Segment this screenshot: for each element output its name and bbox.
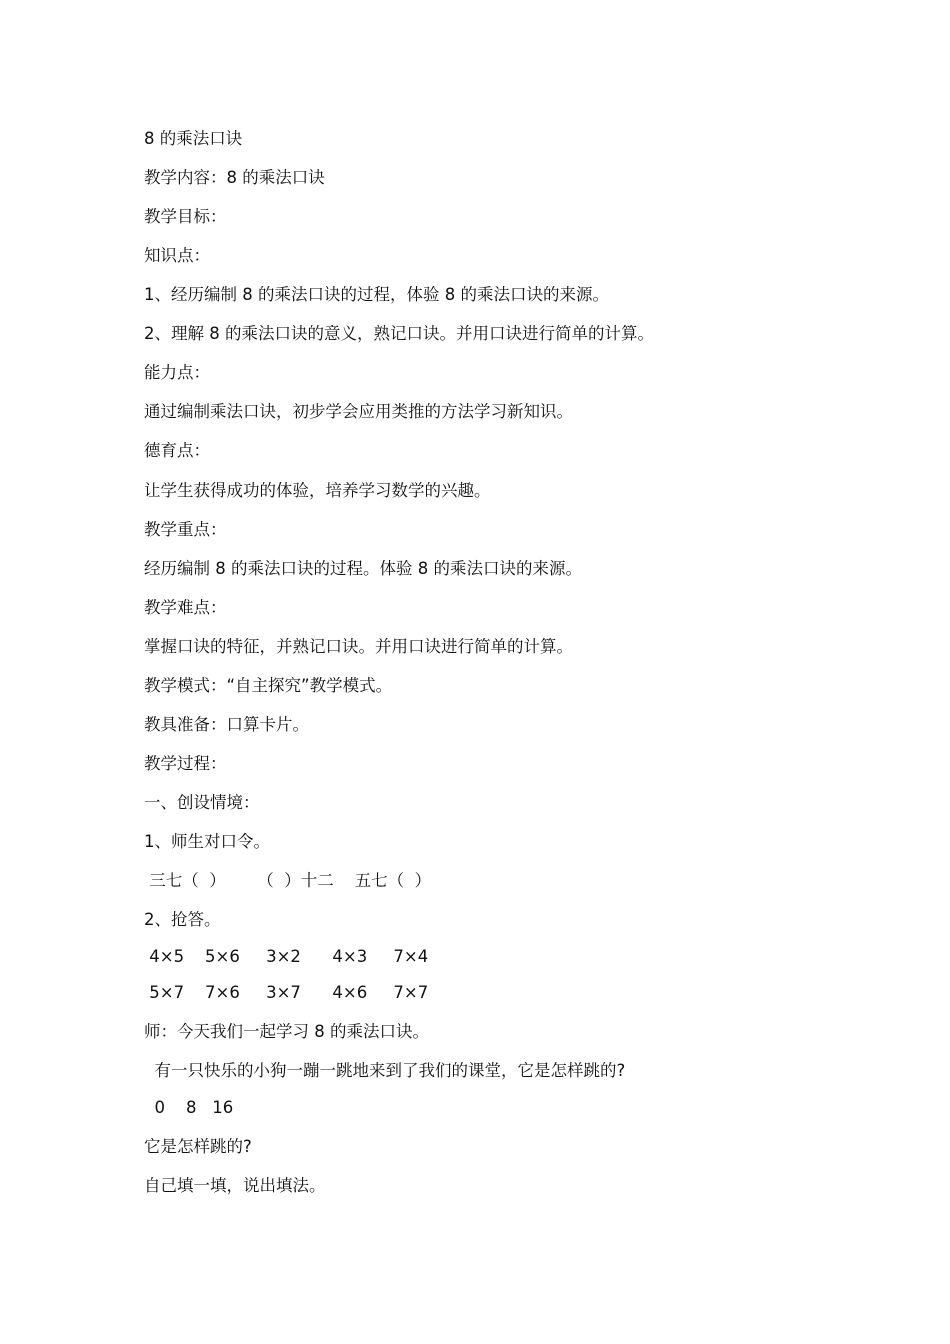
text-line: 1、师生对口令。 <box>144 832 270 851</box>
text-line: 通过编制乘法口诀，初步学会应用类推的方法学习新知识。 <box>144 402 573 421</box>
text-line: 1、经历编制 8 的乘法口诀的过程，体验 8 的乘法口诀的来源。 <box>144 285 609 304</box>
exercise-line: 三七（ ） （ ）十二 五七（ ） <box>144 871 432 890</box>
text-line: 教具准备：口算卡片。 <box>144 715 309 734</box>
exercise-line: 5×7 7×6 3×7 4×6 7×7 <box>144 983 429 1002</box>
text-line: 2、抢答。 <box>144 910 221 929</box>
exercise-line: 4×5 5×6 3×2 4×3 7×4 <box>144 947 429 966</box>
section-heading: 教学目标： <box>144 207 227 226</box>
section-heading: 教学过程： <box>144 754 227 773</box>
text-line: 有一只快乐的小狗一蹦一跳地来到了我们的课堂，它是怎样跳的? <box>144 1061 626 1080</box>
section-heading: 教学难点： <box>144 598 227 617</box>
section-heading: 能力点： <box>144 363 210 382</box>
text-line: 它是怎样跳的? <box>144 1137 252 1156</box>
text-line: 2、理解 8 的乘法口诀的意义，熟记口诀。并用口诀进行简单的计算。 <box>144 324 654 343</box>
section-heading: 教学重点： <box>144 520 227 539</box>
text-line: 掌握口诀的特征，并熟记口诀。并用口诀进行简单的计算。 <box>144 637 573 656</box>
section-heading: 知识点： <box>144 246 210 265</box>
document-title: 8 的乘法口诀 <box>144 129 243 148</box>
text-line: 教学内容：8 的乘法口诀 <box>144 168 325 187</box>
text-line: 经历编制 8 的乘法口诀的过程。体验 8 的乘法口诀的来源。 <box>144 559 582 578</box>
text-line: 教学模式：“自主探究”教学模式。 <box>144 676 393 695</box>
section-heading: 德育点： <box>144 441 210 460</box>
text-line: 让学生获得成功的体验，培养学习数学的兴趣。 <box>144 481 491 500</box>
text-line: 师：今天我们一起学习 8 的乘法口诀。 <box>144 1022 429 1041</box>
number-sequence: 0 8 16 <box>144 1098 234 1117</box>
text-line: 自己填一填，说出填法。 <box>144 1176 326 1195</box>
section-heading: 一、创设情境： <box>144 793 260 812</box>
